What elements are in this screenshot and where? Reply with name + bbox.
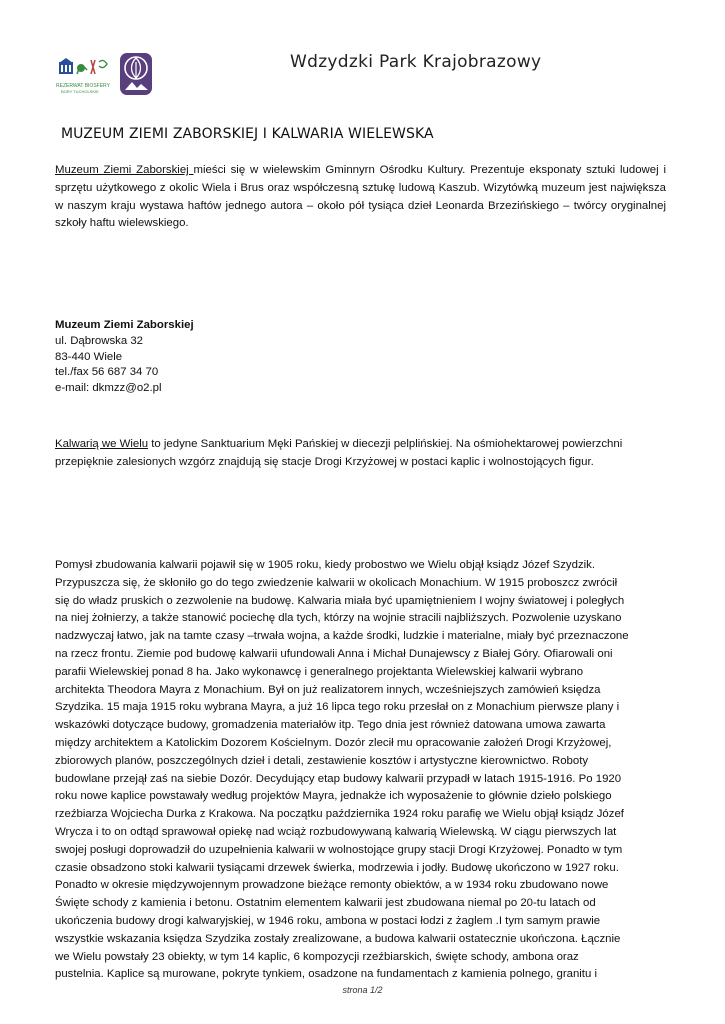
history-line: Święte schody z kamienia i betonu. Ostatnim elementem kalwarii jest zbudowana niemal po 20-tu latach od bbox=[55, 897, 596, 910]
address-name: Muzeum Ziemi Zaborskiej bbox=[55, 319, 194, 331]
history-paragraph bbox=[55, 557, 666, 984]
museum-address bbox=[55, 318, 194, 397]
history-line: Ponadto w okresie międzywojennym prowadzone bieżące remonty obiektów, a w 1934 roku zbudowano nowe bbox=[55, 879, 609, 892]
kalwaria-link[interactable]: Kalwarią we Wielu bbox=[55, 438, 149, 450]
park-logo bbox=[119, 52, 153, 96]
svg-text:BORY TUCHOLSKIE: BORY TUCHOLSKIE bbox=[61, 89, 99, 94]
history-line: nadzwyczaj łatwo, jak na tamte czasy –trwała wojna, a każde środki, ludzkie i materialne, miały być przeznaczone bbox=[55, 630, 629, 643]
history-line: rzeźbiarza Wojciecha Durka z Krakowa. Na początku października 1924 roku parafię we Wielu objął ksiądz Józef bbox=[55, 808, 624, 821]
history-line: Przypuszcza się, że skłoniło go do tego zwiedzenie kalwarii w okolicach Monachium. W 1915 proboszcz zwrócił bbox=[55, 576, 618, 589]
header-title: Wdzydzki Park Krajobrazowy bbox=[290, 52, 542, 72]
history-line: budowlane przejął zaś na siebie Dozór. Decydujący etap budowy kalwarii przypadł w latach 1915-1916. Po 1920 bbox=[55, 772, 622, 785]
history-line: Szydzika. 15 maja 1915 roku wybrana Mayra, a już 16 lipca tego roku przesłał on z Monachium pierwsze plany i bbox=[55, 701, 620, 714]
history-line: pustelnia. Kaplice są murowane, pokryte tynkiem, osadzone na fundamentach z kamienia polnego, granitu i bbox=[55, 968, 598, 981]
address-city: 83-440 Wiele bbox=[55, 350, 123, 363]
history-line: wskazówki dotyczące budowy, gromadzenia materiałów itp. Tego dnia jest również datowana umowa zawarta bbox=[55, 719, 606, 732]
history-line: we Wielu powstały 23 obiekty, w tym 14 kaplic, 6 kompozycji rzeźbiarskich, święte schody, ambona oraz bbox=[55, 950, 579, 963]
kalwaria-text: to jedyne Sanktuarium Męki Pańskiej w diecezji pelplińskiej. Na ośmiohektarowej powierzchni przepięknie zalesionych wzgórz znajdują się stacje Drogi Krzyżowej w postaci kaplic i wolnostojących figur. bbox=[55, 438, 623, 468]
history-line: między architektem a Katolickim Dozorem Kościelnym. Dozór zlecił mu opracowanie założeń Drogi Krzyżowej, bbox=[55, 736, 612, 749]
history-line: wszystkie wskazania księdza Szydzika zostały zrealizowane, a budowa kalwarii ostatecznie ukończona. Łącznie bbox=[55, 932, 621, 945]
history-line: Wryсza i to on odtąd sprawował opiekę nad wciąż rozbudowywaną kalwarią Wielewską. W ciągu pierwszych lat bbox=[55, 825, 617, 838]
history-line: czasie obsadzono stoki kalwarii tysiącami drzewek świerka, modrzewia i jodły. Budowę ukończono w 1927 roku. bbox=[55, 861, 619, 874]
address-phone: tel./fax 56 687 34 70 bbox=[55, 366, 159, 379]
address-email: e-mail: dkmzz@o2.pl bbox=[55, 382, 162, 395]
kalwaria-paragraph bbox=[55, 436, 666, 472]
history-line: się do władz pruskich o zezwolenie na budowę. Kalwaria miała być upamiętnieniem I wojny światowej i poległych bbox=[55, 594, 625, 607]
history-line: architekta Theodora Mayra z Monachium. Był on już realizatorem innych, wcześniejszych zamówień księdza bbox=[55, 683, 601, 696]
history-line: swojej posługi doprowadził do uzupełnienia kalwarii w wolnostojące grupy stacji Drogi Krzyżowej. Ponadto w tym bbox=[55, 843, 623, 856]
document-heading: MUZEUM ZIEMI ZABORSKIEJ I KALWARIA WIELEWSKA bbox=[61, 126, 434, 142]
biosphere-reserve-logo bbox=[55, 56, 117, 100]
history-line: Pomysł zbudowania kalwarii pojawił się w 1905 roku, kiedy probostwo we Wielu objął ksiądz Józef Szydzik. bbox=[55, 559, 596, 571]
svg-text:REZERWAT BIOSFERY: REZERWAT BIOSFERY bbox=[56, 83, 110, 89]
history-line: zbiorowych planów, poszczególnych dzieł i detali, zestawienie kosztów i artystyczne kierownictwo. Roboty bbox=[55, 754, 589, 767]
history-line: na niej żołnierzy, a także stanowić pociechę dla tych, którzy na wojnie stracili najbliższych. Pozwolenie uzyskano bbox=[55, 612, 622, 625]
page-footer: strona 1/2 bbox=[342, 985, 383, 995]
history-line: ukończenia budowy drogi kalwaryjskiej, w 1946 roku, ambona w postaci łodzi z żaglem .I tym samym prawie bbox=[55, 914, 601, 927]
history-line: parafii Wielewskiej ponad 8 ha. Jako wykonawcę i generalnego projektanta Wielewskiej kalwarii wybrano bbox=[55, 665, 584, 678]
intro-paragraph bbox=[55, 162, 666, 233]
intro-text: mieści się w wielewskim Gminnyrn Ośrodku Kultury. Prezentuje eksponaty sztuki ludowej i sprzętu użytkowego z okolic Wiela i Brus oraz współczesną sztukę ludową Kaszub. Wizytówką muzeum jest największa w naszym kraju wystawa haftów jednego autora – około pół tysiąca dzieł Leonarda Brzezińskiego – twórcy oryginalnej szkoły haftu wielewskiego. bbox=[55, 164, 666, 230]
museum-link[interactable]: Muzeum Ziemi Zaborskiej bbox=[55, 164, 194, 176]
history-line: roku nowe kaplice powstawały według projektów Mayra, jednakże ich wyposażenie to głównie dzieło polskiego bbox=[55, 790, 612, 803]
history-line: na rzecz frontu. Ziemie pod budowę kalwarii ufundowali Anna i Michał Dunajewscy z Białej Góry. Ofiarowali oni bbox=[55, 647, 613, 660]
address-street: ul. Dąbrowska 32 bbox=[55, 334, 144, 347]
